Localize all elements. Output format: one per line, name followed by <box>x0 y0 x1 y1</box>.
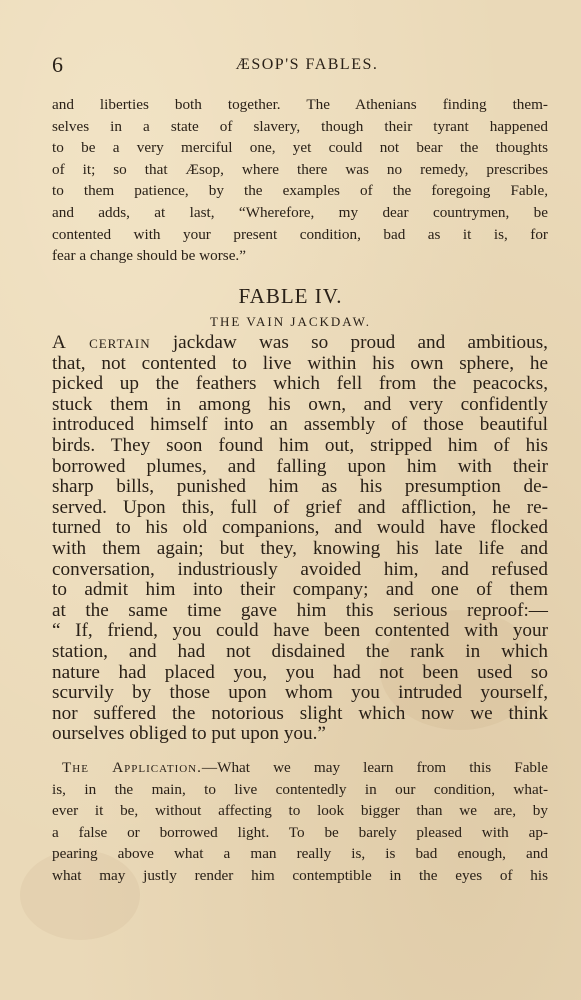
fable-body <box>52 333 548 745</box>
text-line: birds. They soon found him out, stripped him of his <box>52 434 548 456</box>
application-heading: The Application. <box>62 759 202 776</box>
page-header <box>52 52 532 82</box>
page-number: 6 <box>52 52 63 77</box>
text-line: contented with your present condition, bad as it is, for <box>52 225 548 243</box>
text-line: at the same time gave him this serious reproof:— <box>52 599 548 621</box>
text-fragment: —What we may learn from this Fable <box>201 759 548 776</box>
text-line: is, in the main, to live contentedly in our condition, what- <box>52 780 548 798</box>
running-head: ÆSOP'S FABLES. <box>235 56 379 73</box>
text-line: conversation, industriously avoided him, and refused <box>52 558 548 580</box>
opening-words: A certain <box>52 332 151 353</box>
text-line: sharp bills, punished him as his presumption de- <box>52 476 548 498</box>
text-line: of it; so that Æsop, where there was no remedy, prescribes <box>52 160 548 178</box>
text-line <box>52 757 548 779</box>
text-line: fear a change should be worse.” <box>52 247 246 265</box>
text-line <box>52 333 548 354</box>
text-line: scurvily by those upon whom you intruded yourself, <box>52 682 548 704</box>
text-line: ourselves obliged to put upon you.” <box>52 723 326 745</box>
text-line: and adds, at last, “Wherefore, my dear countrymen, be <box>52 203 548 221</box>
text-line: and liberties both together. The Athenians finding them- <box>52 96 548 113</box>
text-line: introduced himself into an assembly of those beautiful <box>52 414 548 436</box>
fable-number: FABLE IV. <box>238 284 343 308</box>
text-line: stuck them in among his own, and very confidently <box>52 393 548 415</box>
text-line: selves in a state of slavery, though their tyrant happened <box>52 117 548 135</box>
text-line: to be a very merciful one, yet could not bear the thoughts <box>52 139 548 157</box>
text-line: a false or borrowed light. To be barely pleased with ap- <box>52 823 548 841</box>
text-line: picked up the feathers which fell from the peacocks, <box>52 373 548 395</box>
text-line: nor suffered the notorious slight which now we think <box>52 702 548 724</box>
text-fragment: jackdaw was so proud and ambitious, <box>150 332 548 353</box>
text-line: what may justly render him contemptible in the eyes of his <box>52 866 548 884</box>
application-paragraph <box>52 757 548 887</box>
text-line: nature had placed you, you had not been used so <box>52 661 548 683</box>
text-line: ever it be, without affecting to look bigger than we are, by <box>52 802 548 820</box>
continuation-paragraph <box>52 94 548 267</box>
fable-title: THE VAIN JACKDAW. <box>210 314 371 329</box>
text-line: to them patience, by the examples of the foregoing Fable, <box>52 182 548 200</box>
text-line: served. Upon this, full of grief and affliction, he re- <box>52 496 548 518</box>
text-line: station, and had not disdained the rank in which <box>52 640 548 662</box>
text-line: pearing above what a man really is, is bad enough, and <box>52 845 548 863</box>
text-line: that, not contented to live within his own sphere, he <box>52 352 548 374</box>
text-line: turned to his old companions, and would have flocked <box>52 517 548 539</box>
text-line: with them again; but they, knowing his late life and <box>52 537 548 559</box>
text-line: to admit him into their company; and one of them <box>52 579 548 601</box>
text-line: borrowed plumes, and falling upon him with their <box>52 455 548 477</box>
text-line: “ If, friend, you could have been contented with your <box>52 620 548 642</box>
